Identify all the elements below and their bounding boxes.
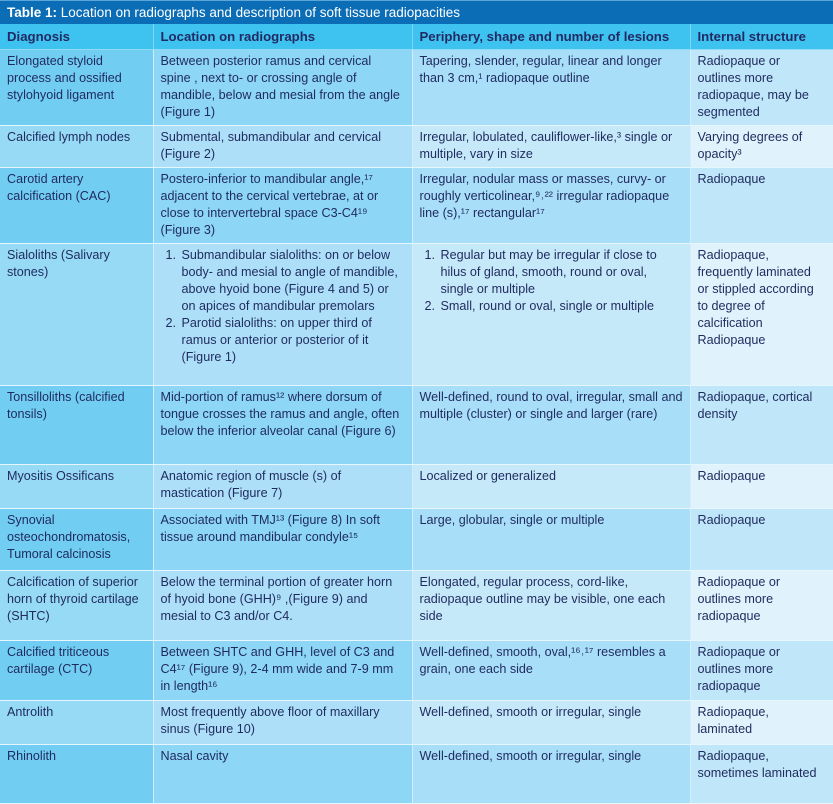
list-item: 2. Parotid sialoliths: on upper third of ramus or anterior or posterior of it (Figure 1) <box>180 315 405 366</box>
cell-periphery: Localized or generalized <box>412 465 690 509</box>
cell-internal: Radiopaque or outlines more radiopaque <box>690 571 833 641</box>
cell-periphery-list <box>420 247 683 315</box>
table-caption-label: Table 1: <box>7 5 58 20</box>
cell-internal: Radiopaque, frequently laminated or stippled according to degree of calcification Radiopaque <box>690 244 833 386</box>
cell-periphery <box>412 244 690 386</box>
table-row <box>0 571 833 641</box>
table-row <box>0 701 833 745</box>
cell-internal: Radiopaque <box>690 509 833 571</box>
cell-location: Postero-inferior to mandibular angle,¹⁷ adjacent to the cervical vertebrae, at or close to intervertebral space C3-C4¹⁹ (Figure 3) <box>153 168 412 244</box>
list-item: 1. Regular but may be irregular if close to hilus of gland, smooth, round or oval, single or multiple <box>439 247 683 298</box>
table-row <box>0 244 833 386</box>
radiopacities-table <box>0 24 833 804</box>
cell-location: Between posterior ramus and cervical spine , next to- or crossing angle of mandible, below and mesial from the angle (Figure 1) <box>153 50 412 126</box>
cell-periphery: Irregular, lobulated, cauliflower-like,³ single or multiple, vary in size <box>412 126 690 168</box>
cell-location: Nasal cavity <box>153 745 412 804</box>
cell-periphery: Elongated, regular process, cord-like, radiopaque outline may be visible, one each side <box>412 571 690 641</box>
cell-location: Mid-portion of ramus¹² where dorsum of tongue crosses the ramus and angle, often below the inferior alveolar canal (Figure 6) <box>153 386 412 465</box>
cell-diagnosis: Calcified triticeous cartilage (CTC) <box>0 641 153 701</box>
list-item: 2. Small, round or oval, single or multiple <box>439 298 683 315</box>
cell-internal: Radiopaque or outlines more radiopaque, may be segmented <box>690 50 833 126</box>
cell-diagnosis: Tonsilloliths (calcified tonsils) <box>0 386 153 465</box>
cell-internal: Radiopaque <box>690 168 833 244</box>
cell-location: Anatomic region of muscle (s) of mastication (Figure 7) <box>153 465 412 509</box>
cell-internal: Radiopaque, laminated <box>690 701 833 745</box>
table-row <box>0 168 833 244</box>
cell-periphery: Large, globular, single or multiple <box>412 509 690 571</box>
cell-diagnosis: Calcification of superior horn of thyroid cartilage (SHTC) <box>0 571 153 641</box>
table-caption <box>0 0 833 24</box>
table-row <box>0 465 833 509</box>
cell-periphery: Tapering, slender, regular, linear and longer than 3 cm,¹ radiopaque outline <box>412 50 690 126</box>
table-row <box>0 386 833 465</box>
cell-internal: Radiopaque, sometimes laminated <box>690 745 833 804</box>
cell-diagnosis: Elongated styloid process and ossified stylohyoid ligament <box>0 50 153 126</box>
header-location: Location on radiographs <box>153 24 412 50</box>
header-internal: Internal structure <box>690 24 833 50</box>
cell-periphery: Well-defined, smooth, oval,¹⁶˒¹⁷ resembles a grain, one each side <box>412 641 690 701</box>
list-item: 1. Submandibular sialoliths: on or below body- and mesial to angle of mandible, above hyoid bone (Figure 4 and 5) or on apices of mandibular premolars <box>180 247 405 315</box>
cell-location <box>153 244 412 386</box>
cell-periphery: Well-defined, smooth or irregular, single <box>412 701 690 745</box>
cell-diagnosis: Rhinolith <box>0 745 153 804</box>
cell-diagnosis: Synovial osteochondromatosis, Tumoral calcinosis <box>0 509 153 571</box>
header-periphery: Periphery, shape and number of lesions <box>412 24 690 50</box>
cell-periphery: Well-defined, round to oval, irregular, small and multiple (cluster) or single and larger (rare) <box>412 386 690 465</box>
table-caption-text: Location on radiographs and description of soft tissue radiopacities <box>60 5 461 20</box>
cell-location: Associated with TMJ¹³ (Figure 8) In soft tissue around mandibular condyle¹⁵ <box>153 509 412 571</box>
cell-internal: Varying degrees of opacity³ <box>690 126 833 168</box>
cell-location: Most frequently above floor of maxillary sinus (Figure 10) <box>153 701 412 745</box>
cell-diagnosis: Sialoliths (Salivary stones) <box>0 244 153 386</box>
header-diagnosis: Diagnosis <box>0 24 153 50</box>
cell-periphery: Well-defined, smooth or irregular, single <box>412 745 690 804</box>
cell-diagnosis: Antrolith <box>0 701 153 745</box>
cell-location: Below the terminal portion of greater horn of hyoid bone (GHH)⁹ ,(Figure 9) and mesial to C3 and/or C4. <box>153 571 412 641</box>
table-row <box>0 50 833 126</box>
cell-internal: Radiopaque, cortical density <box>690 386 833 465</box>
cell-location: Submental, submandibular and cervical (Figure 2) <box>153 126 412 168</box>
cell-diagnosis: Carotid artery calcification (CAC) <box>0 168 153 244</box>
table-row <box>0 641 833 701</box>
cell-internal: Radiopaque or outlines more radiopaque <box>690 641 833 701</box>
cell-internal: Radiopaque <box>690 465 833 509</box>
cell-diagnosis: Myositis Ossificans <box>0 465 153 509</box>
cell-diagnosis: Calcified lymph nodes <box>0 126 153 168</box>
cell-location-list <box>161 247 405 366</box>
cell-periphery: Irregular, nodular mass or masses, curvy- or roughly verticolinear,⁹˒²² irregular radiopaque line (s),¹⁷ rectangular¹⁷ <box>412 168 690 244</box>
header-row <box>0 24 833 50</box>
table-row <box>0 126 833 168</box>
table-row <box>0 509 833 571</box>
cell-location: Between SHTC and GHH, level of C3 and C4¹⁷ (Figure 9), 2-4 mm wide and 7-9 mm in length¹⁶ <box>153 641 412 701</box>
